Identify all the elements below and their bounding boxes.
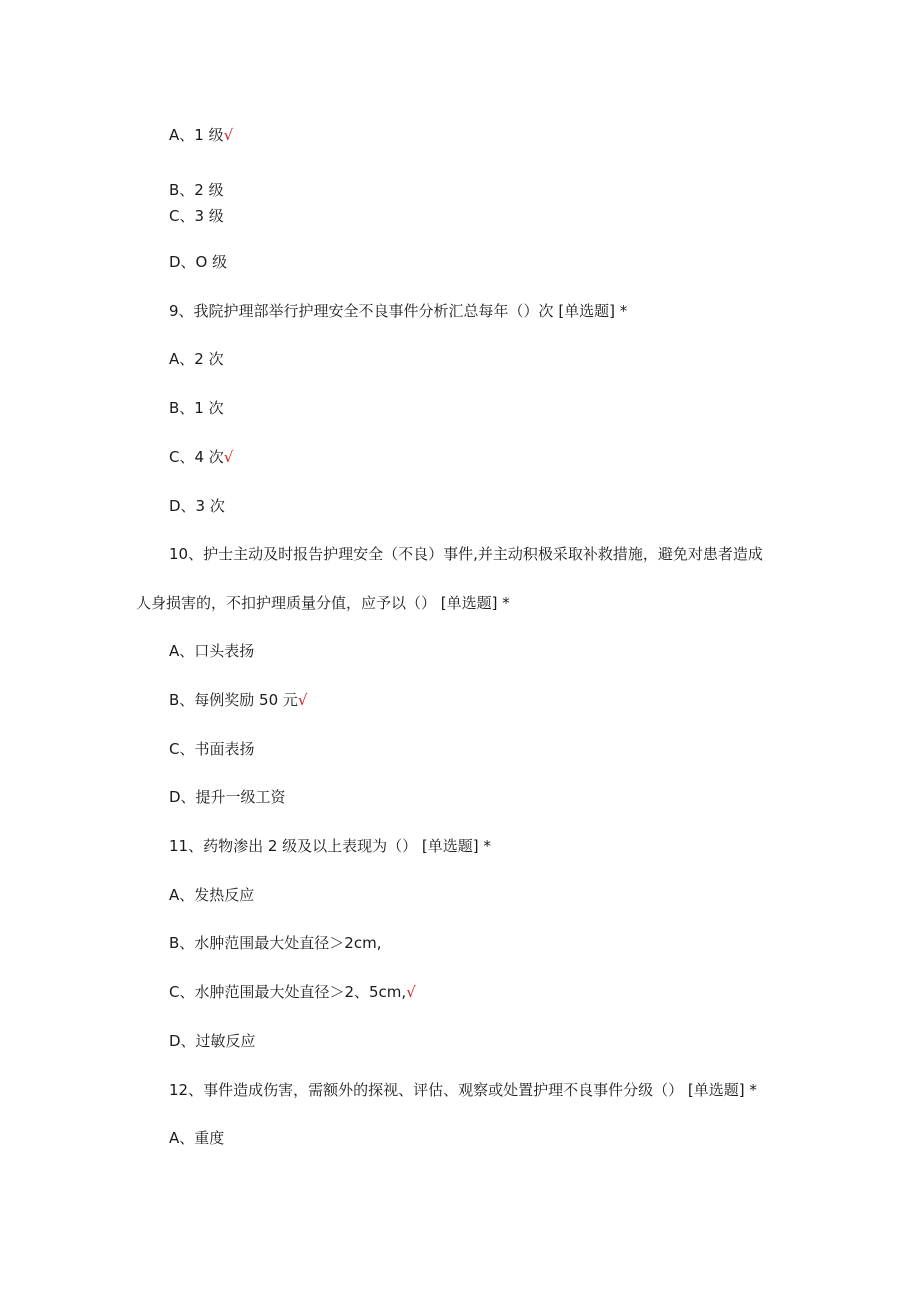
q10-option-a: A、口头表扬 xyxy=(169,642,255,660)
q11-option-a: A、发热反应 xyxy=(169,886,255,904)
option-a-level1: A、1 级√ xyxy=(169,126,234,144)
question-11: 11、药物渗出 2 级及以上表现为（） [单选题] * xyxy=(169,837,491,855)
question-10-line2: 人身损害的，不扣护理质量分值，应予以（） [单选题] * xyxy=(136,594,510,612)
q9-option-a: A、2 次 xyxy=(169,350,224,368)
correct-mark: √ xyxy=(223,126,234,144)
correct-mark: √ xyxy=(406,983,416,1001)
correct-mark: √ xyxy=(297,691,308,709)
question-10-line1: 10、护士主动及时报告护理安全（不良）事件,并主动积极采取补救措施，避免对患者造成 xyxy=(169,545,763,563)
q9-option-b: B、1 次 xyxy=(169,399,224,417)
q11-option-d: D、过敏反应 xyxy=(169,1032,256,1050)
question-12: 12、事件造成伤害，需额外的探视、评估、观察或处置护理不良事件分级（） [单选题] * xyxy=(169,1081,757,1099)
q10-option-d: D、提升一级工资 xyxy=(169,788,286,806)
q9-option-d: D、3 次 xyxy=(169,497,225,515)
correct-mark: √ xyxy=(223,448,234,466)
q9-option-c: C、4 次√ xyxy=(169,448,234,466)
q12-option-a: A、重度 xyxy=(169,1129,225,1147)
option-b-level2: B、2 级 xyxy=(169,181,224,199)
q10-option-c: C、书面表扬 xyxy=(169,740,255,758)
option-d-level0: D、O 级 xyxy=(169,253,228,271)
q11-option-c: C、水肿范围最大处直径＞2、5cm,√ xyxy=(169,983,416,1001)
q11-option-b: B、水肿范围最大处直径＞2cm, xyxy=(169,934,382,952)
option-c-level3: C、3 级 xyxy=(169,207,224,225)
question-9: 9、我院护理部举行护理安全不良事件分析汇总每年（）次 [单选题] * xyxy=(169,302,628,320)
q10-option-b: B、每例奖励 50 元√ xyxy=(169,691,308,709)
